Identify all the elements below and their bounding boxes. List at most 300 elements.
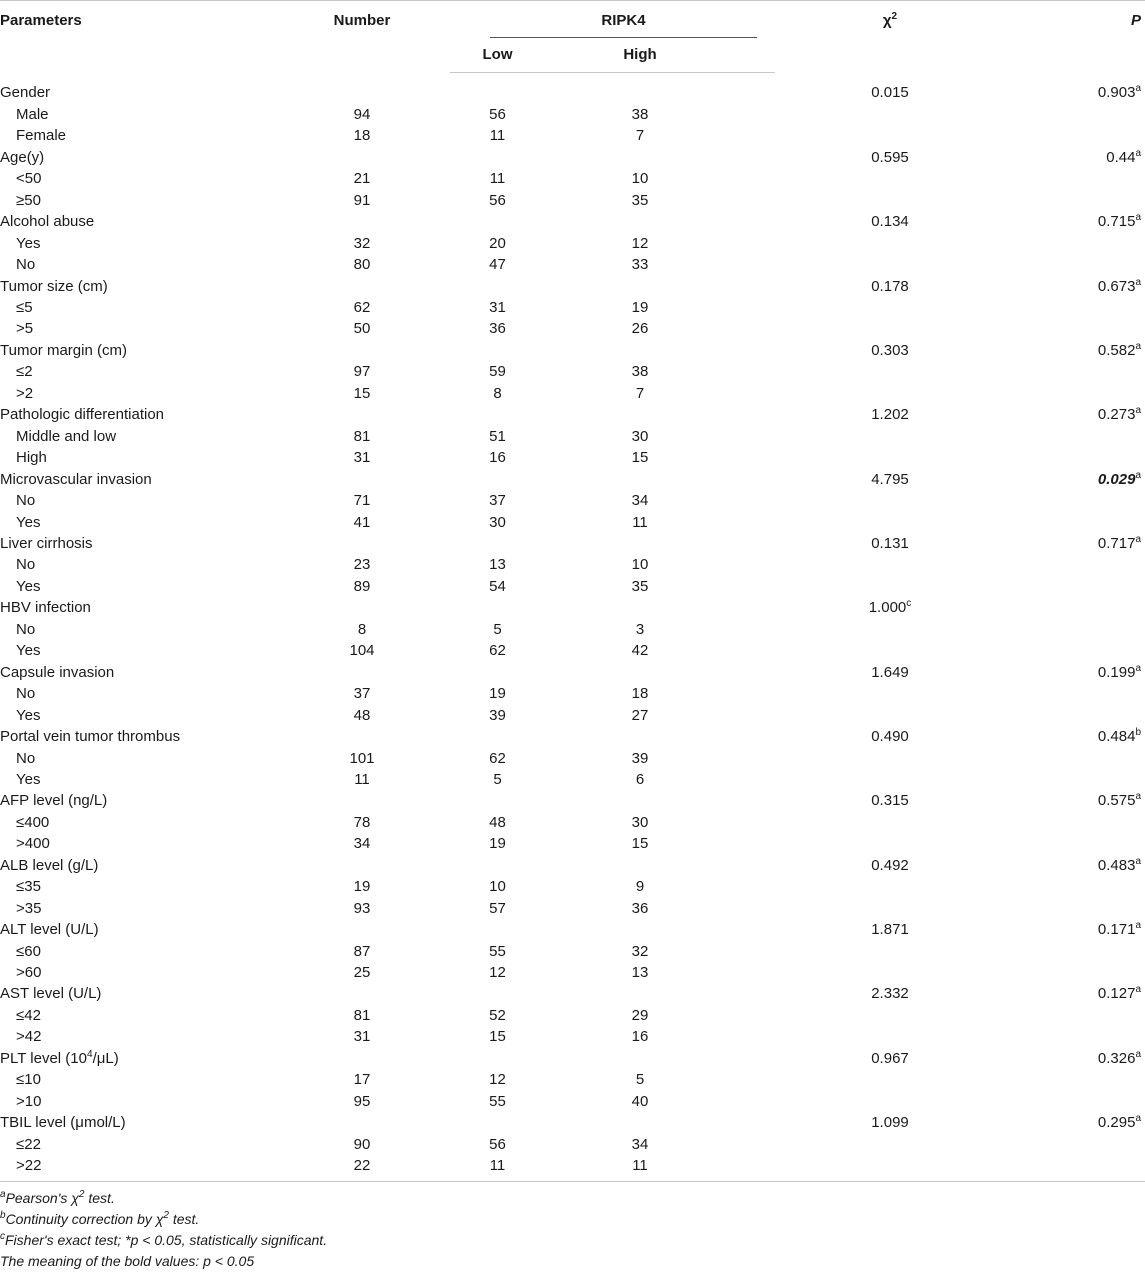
- row-high-cell: [575, 383, 775, 404]
- row-chi-square-cell: [775, 876, 1005, 897]
- row-chi-square-cell: [775, 576, 1005, 597]
- table-row: [0, 705, 1145, 726]
- row-label-superscript: 4: [87, 1048, 93, 1060]
- row-low: 62: [489, 749, 506, 767]
- row-p-value-cell: [1005, 1048, 1145, 1069]
- row-low-cell: [450, 447, 575, 468]
- row-high: 35: [631, 577, 649, 595]
- row-sublabel: [0, 254, 280, 275]
- row-high-cell: [575, 1155, 775, 1176]
- row-number: 91: [353, 191, 371, 209]
- row-p-value-cell: [1005, 426, 1145, 447]
- row-low-cell: [450, 941, 575, 962]
- row-high-cell: [575, 426, 775, 447]
- row-low: 12: [489, 964, 506, 982]
- table-row: [0, 941, 1145, 962]
- header-parameters: Parameters: [0, 12, 82, 29]
- header-p: [1005, 1, 1145, 73]
- row-high: 30: [631, 813, 649, 831]
- row-high-cell: [575, 705, 775, 726]
- row-label-text: PLT level (10: [0, 1049, 87, 1067]
- row-p-value-cell: [1005, 276, 1145, 297]
- row-chi-square: 0.303: [871, 341, 909, 359]
- row-label-text: No: [16, 749, 36, 767]
- row-chi-square-cell: [775, 190, 1005, 211]
- row-p-value-cell: [1005, 726, 1145, 747]
- row-label-text: >400: [16, 835, 50, 853]
- row-sublabel: [0, 1005, 280, 1026]
- row-label-text: ≤35: [16, 878, 41, 896]
- row-low-cell: [450, 211, 575, 232]
- row-low-cell: [450, 619, 575, 640]
- row-chi-square-cell: [775, 211, 1005, 232]
- row-number: 104: [349, 642, 375, 660]
- row-chi-square-cell: [775, 426, 1005, 447]
- row-sublabel: [0, 168, 280, 189]
- row-high-cell: [575, 276, 775, 297]
- row-high-cell: [575, 554, 775, 575]
- row-high-cell: [575, 533, 775, 554]
- row-high-cell: [575, 168, 775, 189]
- row-sublabel: [0, 297, 280, 318]
- row-high-cell: [575, 619, 775, 640]
- row-sublabel: [0, 490, 280, 511]
- row-p-value-cell: [1005, 855, 1145, 876]
- row-p-superscript: a: [1135, 791, 1141, 803]
- row-label-suffix: /μL): [92, 1049, 119, 1067]
- row-high-cell: [575, 512, 775, 533]
- row-sublabel: [0, 233, 280, 254]
- row-p-superscript: a: [1135, 920, 1141, 932]
- row-label-text: ALB level (g/L): [0, 856, 99, 874]
- table-row: [0, 147, 1145, 168]
- table-row: [0, 233, 1145, 254]
- row-p-value: 0.483: [1097, 856, 1136, 874]
- row-chi-square-cell: [775, 1112, 1005, 1133]
- row-p-value-cell: [1005, 404, 1145, 425]
- row-sublabel: [0, 1091, 280, 1112]
- row-sublabel: [0, 619, 280, 640]
- row-label-text: Age(y): [0, 148, 45, 166]
- row-sublabel: [0, 1155, 280, 1176]
- row-low-cell: [450, 276, 575, 297]
- row-high-cell: [575, 1026, 775, 1047]
- row-p-value: 0.575: [1097, 792, 1136, 810]
- row-high: 35: [631, 191, 649, 209]
- row-high-cell: [575, 769, 775, 790]
- row-chi-square-cell: [775, 1134, 1005, 1155]
- row-p-value-cell: [1005, 941, 1145, 962]
- row-p-value-cell: [1005, 1091, 1145, 1112]
- row-p-value-cell: [1005, 790, 1145, 811]
- row-low-cell: [450, 1091, 575, 1112]
- row-p-value: 0.326: [1097, 1049, 1136, 1067]
- row-chi-square: 0.134: [871, 213, 909, 231]
- row-high-cell: [575, 919, 775, 940]
- table-row: [0, 576, 1145, 597]
- row-low-cell: [450, 254, 575, 275]
- row-chi-square: 0.492: [871, 856, 909, 874]
- row-number: 11: [354, 770, 370, 788]
- row-chi-square-cell: [775, 983, 1005, 1004]
- row-p-value-cell: [1005, 983, 1145, 1004]
- row-low: 16: [489, 449, 506, 467]
- row-chi-square-cell: [775, 1069, 1005, 1090]
- row-p-value: 0.171: [1097, 921, 1136, 939]
- row-sublabel: [0, 554, 280, 575]
- table-row: [0, 640, 1145, 661]
- row-high: 29: [631, 1006, 649, 1024]
- row-label-text: >2: [16, 384, 34, 402]
- row-number-cell: [280, 211, 450, 232]
- row-chi-square-cell: [775, 855, 1005, 876]
- row-high: 33: [631, 256, 649, 274]
- row-low: 19: [489, 835, 506, 853]
- row-label: [0, 597, 280, 618]
- row-p-value-cell: [1005, 447, 1145, 468]
- header-ripk4: RIPK4: [601, 12, 646, 29]
- row-high-cell: [575, 340, 775, 361]
- table-row: [0, 533, 1145, 554]
- row-p-value-cell: [1005, 254, 1145, 275]
- row-label-text: ALT level (U/L): [0, 921, 99, 939]
- row-p-value: 0.582: [1097, 341, 1136, 359]
- row-chi-square-cell: [775, 383, 1005, 404]
- row-number-cell: [280, 490, 450, 511]
- row-p-superscript: a: [1135, 1113, 1141, 1125]
- row-sublabel: [0, 1026, 280, 1047]
- row-sublabel: [0, 318, 280, 339]
- row-label-text: High: [16, 449, 47, 467]
- row-low-cell: [450, 72, 575, 103]
- row-chi-square-cell: [775, 233, 1005, 254]
- row-low: 62: [489, 642, 506, 660]
- row-high: 15: [631, 835, 649, 853]
- row-high: 27: [631, 706, 649, 724]
- row-high: 11: [632, 513, 648, 531]
- row-low-cell: [450, 1155, 575, 1176]
- row-p-value-cell: [1005, 168, 1145, 189]
- row-low-cell: [450, 833, 575, 854]
- row-high-cell: [575, 254, 775, 275]
- row-low: 12: [489, 1071, 506, 1089]
- row-p-value-cell: [1005, 533, 1145, 554]
- row-chi-square-cell: [775, 1155, 1005, 1176]
- row-low-cell: [450, 876, 575, 897]
- row-chi-square-cell: [775, 898, 1005, 919]
- row-p-value: 0.273: [1097, 406, 1136, 424]
- row-number: 50: [353, 320, 371, 338]
- row-p-value-cell: [1005, 898, 1145, 919]
- footnote-marker: c: [0, 1231, 5, 1242]
- row-chi-square-cell: [775, 1005, 1005, 1026]
- row-high-cell: [575, 1134, 775, 1155]
- row-low-cell: [450, 726, 575, 747]
- row-high: 34: [631, 1135, 649, 1153]
- row-high: 30: [631, 427, 649, 445]
- header-number-label: Number: [333, 12, 391, 29]
- row-number-cell: [280, 1026, 450, 1047]
- row-chi-square-cell: [775, 812, 1005, 833]
- row-label: [0, 147, 280, 168]
- row-number-cell: [280, 1069, 450, 1090]
- row-p-value-cell: [1005, 619, 1145, 640]
- row-label: [0, 855, 280, 876]
- header-chi-square: [775, 1, 1005, 73]
- row-high-cell: [575, 812, 775, 833]
- row-p-superscript: a: [1135, 533, 1141, 545]
- row-low-cell: [450, 147, 575, 168]
- row-number-cell: [280, 898, 450, 919]
- row-high-cell: [575, 597, 775, 618]
- row-label-text: No: [16, 256, 36, 274]
- row-number: 81: [353, 427, 371, 445]
- row-number: 23: [353, 556, 371, 574]
- row-p-value-cell: [1005, 597, 1145, 618]
- row-label: [0, 726, 280, 747]
- row-high-cell: [575, 876, 775, 897]
- row-label-text: ≤60: [16, 942, 41, 960]
- row-high: 3: [635, 620, 645, 638]
- row-high-cell: [575, 490, 775, 511]
- footnote-marker: b: [0, 1210, 6, 1221]
- row-number: 90: [353, 1135, 371, 1153]
- row-label-text: >22: [16, 1157, 42, 1175]
- row-low-cell: [450, 983, 575, 1004]
- row-number-cell: [280, 812, 450, 833]
- row-high-cell: [575, 833, 775, 854]
- row-p-value-cell: [1005, 554, 1145, 575]
- row-high-cell: [575, 361, 775, 382]
- header-chi-symbol: χ: [882, 12, 892, 29]
- row-label: [0, 919, 280, 940]
- row-number: 15: [353, 384, 371, 402]
- table-row: [0, 1026, 1145, 1047]
- row-number: 95: [353, 1092, 371, 1110]
- table-row: [0, 104, 1145, 125]
- row-low-cell: [450, 812, 575, 833]
- row-high-cell: [575, 72, 775, 103]
- table-row: [0, 361, 1145, 382]
- row-number: 80: [353, 256, 371, 274]
- row-high-cell: [575, 233, 775, 254]
- row-high: 6: [635, 770, 645, 788]
- row-p-value-cell: [1005, 190, 1145, 211]
- row-low: 11: [489, 127, 506, 145]
- row-sublabel: [0, 1069, 280, 1090]
- header-number: [280, 1, 450, 73]
- row-chi-square-cell: [775, 1091, 1005, 1112]
- row-p-value: 0.673: [1097, 277, 1136, 295]
- table-row: [0, 190, 1145, 211]
- row-high-cell: [575, 683, 775, 704]
- row-low: 19: [489, 685, 506, 703]
- row-number-cell: [280, 726, 450, 747]
- row-p-superscript: a: [1135, 276, 1141, 288]
- footnote-text: Continuity correction by χ: [5, 1211, 164, 1227]
- header-low-label: Low: [482, 46, 513, 64]
- row-low-cell: [450, 361, 575, 382]
- footnote-text: The meaning of the bold values: p < 0.05: [0, 1253, 255, 1269]
- row-low-cell: [450, 919, 575, 940]
- row-label: [0, 983, 280, 1004]
- table-row: [0, 404, 1145, 425]
- row-number-cell: [280, 190, 450, 211]
- row-chi-square-cell: [775, 662, 1005, 683]
- row-chi-square-cell: [775, 447, 1005, 468]
- row-number-cell: [280, 554, 450, 575]
- row-sublabel: [0, 812, 280, 833]
- row-low-cell: [450, 705, 575, 726]
- row-high: 34: [631, 492, 649, 510]
- row-low-cell: [450, 340, 575, 361]
- row-low-cell: [450, 554, 575, 575]
- row-low-cell: [450, 1069, 575, 1090]
- row-number: 94: [353, 105, 371, 123]
- row-p-value-cell: [1005, 340, 1145, 361]
- row-p-value-cell: [1005, 769, 1145, 790]
- row-chi-square-cell: [775, 104, 1005, 125]
- table-row: [0, 833, 1145, 854]
- row-low-cell: [450, 855, 575, 876]
- row-p-value-cell: [1005, 1134, 1145, 1155]
- footnote: [0, 1188, 1145, 1209]
- row-high: 26: [631, 320, 649, 338]
- row-chi-square: 0.015: [871, 84, 909, 102]
- row-chi-square-cell: [775, 125, 1005, 146]
- row-chi-superscript: c: [906, 598, 912, 610]
- row-chi-square: 4.795: [871, 470, 909, 488]
- row-chi-square: 1.649: [871, 663, 909, 681]
- row-chi-square-cell: [775, 533, 1005, 554]
- row-chi-square-cell: [775, 254, 1005, 275]
- row-p-value-cell: [1005, 104, 1145, 125]
- row-low-cell: [450, 1005, 575, 1026]
- row-label-text: No: [16, 620, 36, 638]
- row-label-text: ≤22: [16, 1135, 41, 1153]
- row-label-text: >35: [16, 899, 42, 917]
- row-number: 34: [353, 835, 371, 853]
- row-label: [0, 662, 280, 683]
- table-row: [0, 254, 1145, 275]
- row-high: 38: [631, 105, 649, 123]
- row-chi-square-cell: [775, 619, 1005, 640]
- row-label-text: Yes: [16, 642, 41, 660]
- table-row: [0, 726, 1145, 747]
- row-low: 48: [489, 813, 506, 831]
- row-p-value: 0.715: [1097, 213, 1136, 231]
- row-chi-square-cell: [775, 318, 1005, 339]
- row-p-value: 0.199: [1097, 663, 1136, 681]
- table-row: [0, 769, 1145, 790]
- row-high-cell: [575, 404, 775, 425]
- row-label-text: Microvascular invasion: [0, 470, 152, 488]
- row-sublabel: [0, 833, 280, 854]
- row-low-cell: [450, 383, 575, 404]
- row-high-cell: [575, 211, 775, 232]
- row-low-cell: [450, 576, 575, 597]
- row-p-value-cell: [1005, 962, 1145, 983]
- row-p-value-cell: [1005, 297, 1145, 318]
- row-chi-square-cell: [775, 340, 1005, 361]
- row-p-superscript: a: [1135, 83, 1141, 95]
- row-number-cell: [280, 125, 450, 146]
- footnote-text: Pearson's χ: [5, 1190, 79, 1206]
- row-label: [0, 790, 280, 811]
- row-number: 19: [353, 878, 371, 896]
- row-label-text: ≤400: [16, 813, 50, 831]
- row-label-text: ≥50: [16, 191, 41, 209]
- table-row: [0, 662, 1145, 683]
- row-p-value-cell: [1005, 662, 1145, 683]
- row-low: 54: [489, 577, 506, 595]
- row-number-cell: [280, 383, 450, 404]
- row-label-text: Pathologic differentiation: [0, 406, 165, 424]
- row-number: 97: [353, 363, 371, 381]
- table-row: [0, 962, 1145, 983]
- row-chi-square-cell: [775, 469, 1005, 490]
- table-row: [0, 72, 1145, 103]
- row-p-value-cell: [1005, 683, 1145, 704]
- row-sublabel: [0, 683, 280, 704]
- row-number-cell: [280, 1005, 450, 1026]
- row-low: 56: [489, 1135, 506, 1153]
- row-number-cell: [280, 254, 450, 275]
- row-low: 57: [489, 899, 506, 917]
- row-label-text: <50: [16, 170, 42, 188]
- footnote: [0, 1209, 1145, 1230]
- table-row: [0, 1091, 1145, 1112]
- table-row: [0, 790, 1145, 811]
- row-label-text: ≤5: [16, 298, 33, 316]
- row-sublabel: [0, 748, 280, 769]
- row-low: 31: [489, 298, 506, 316]
- row-label: [0, 404, 280, 425]
- row-low: 56: [489, 105, 506, 123]
- row-sublabel: [0, 941, 280, 962]
- row-low-cell: [450, 1134, 575, 1155]
- row-high-cell: [575, 576, 775, 597]
- row-number-cell: [280, 876, 450, 897]
- row-number: 101: [349, 749, 375, 767]
- footnote-superscript: 2: [163, 1210, 169, 1221]
- row-number-cell: [280, 769, 450, 790]
- footnote-superscript: 2: [78, 1189, 85, 1200]
- table-row: [0, 1112, 1145, 1133]
- row-label-text: >10: [16, 1092, 42, 1110]
- header-high: [575, 38, 775, 72]
- row-high: 11: [632, 1157, 648, 1175]
- row-chi-square-cell: [775, 640, 1005, 661]
- table-footnotes: [0, 1181, 1145, 1272]
- row-chi-square: 0.131: [871, 534, 909, 552]
- row-high-cell: [575, 855, 775, 876]
- row-chi-square: 0.967: [871, 1049, 909, 1067]
- row-number: 93: [353, 899, 371, 917]
- row-number: 32: [353, 234, 371, 252]
- table-row: [0, 876, 1145, 897]
- row-p-value-cell: [1005, 833, 1145, 854]
- row-high: 13: [631, 964, 649, 982]
- row-high-cell: [575, 726, 775, 747]
- row-number-cell: [280, 790, 450, 811]
- row-number: 31: [353, 1028, 371, 1046]
- row-p-value-cell: [1005, 361, 1145, 382]
- row-label-text: AST level (U/L): [0, 985, 102, 1003]
- row-low: 8: [493, 384, 502, 402]
- row-label-text: Yes: [16, 706, 41, 724]
- row-p-value: 0.295: [1097, 1114, 1136, 1132]
